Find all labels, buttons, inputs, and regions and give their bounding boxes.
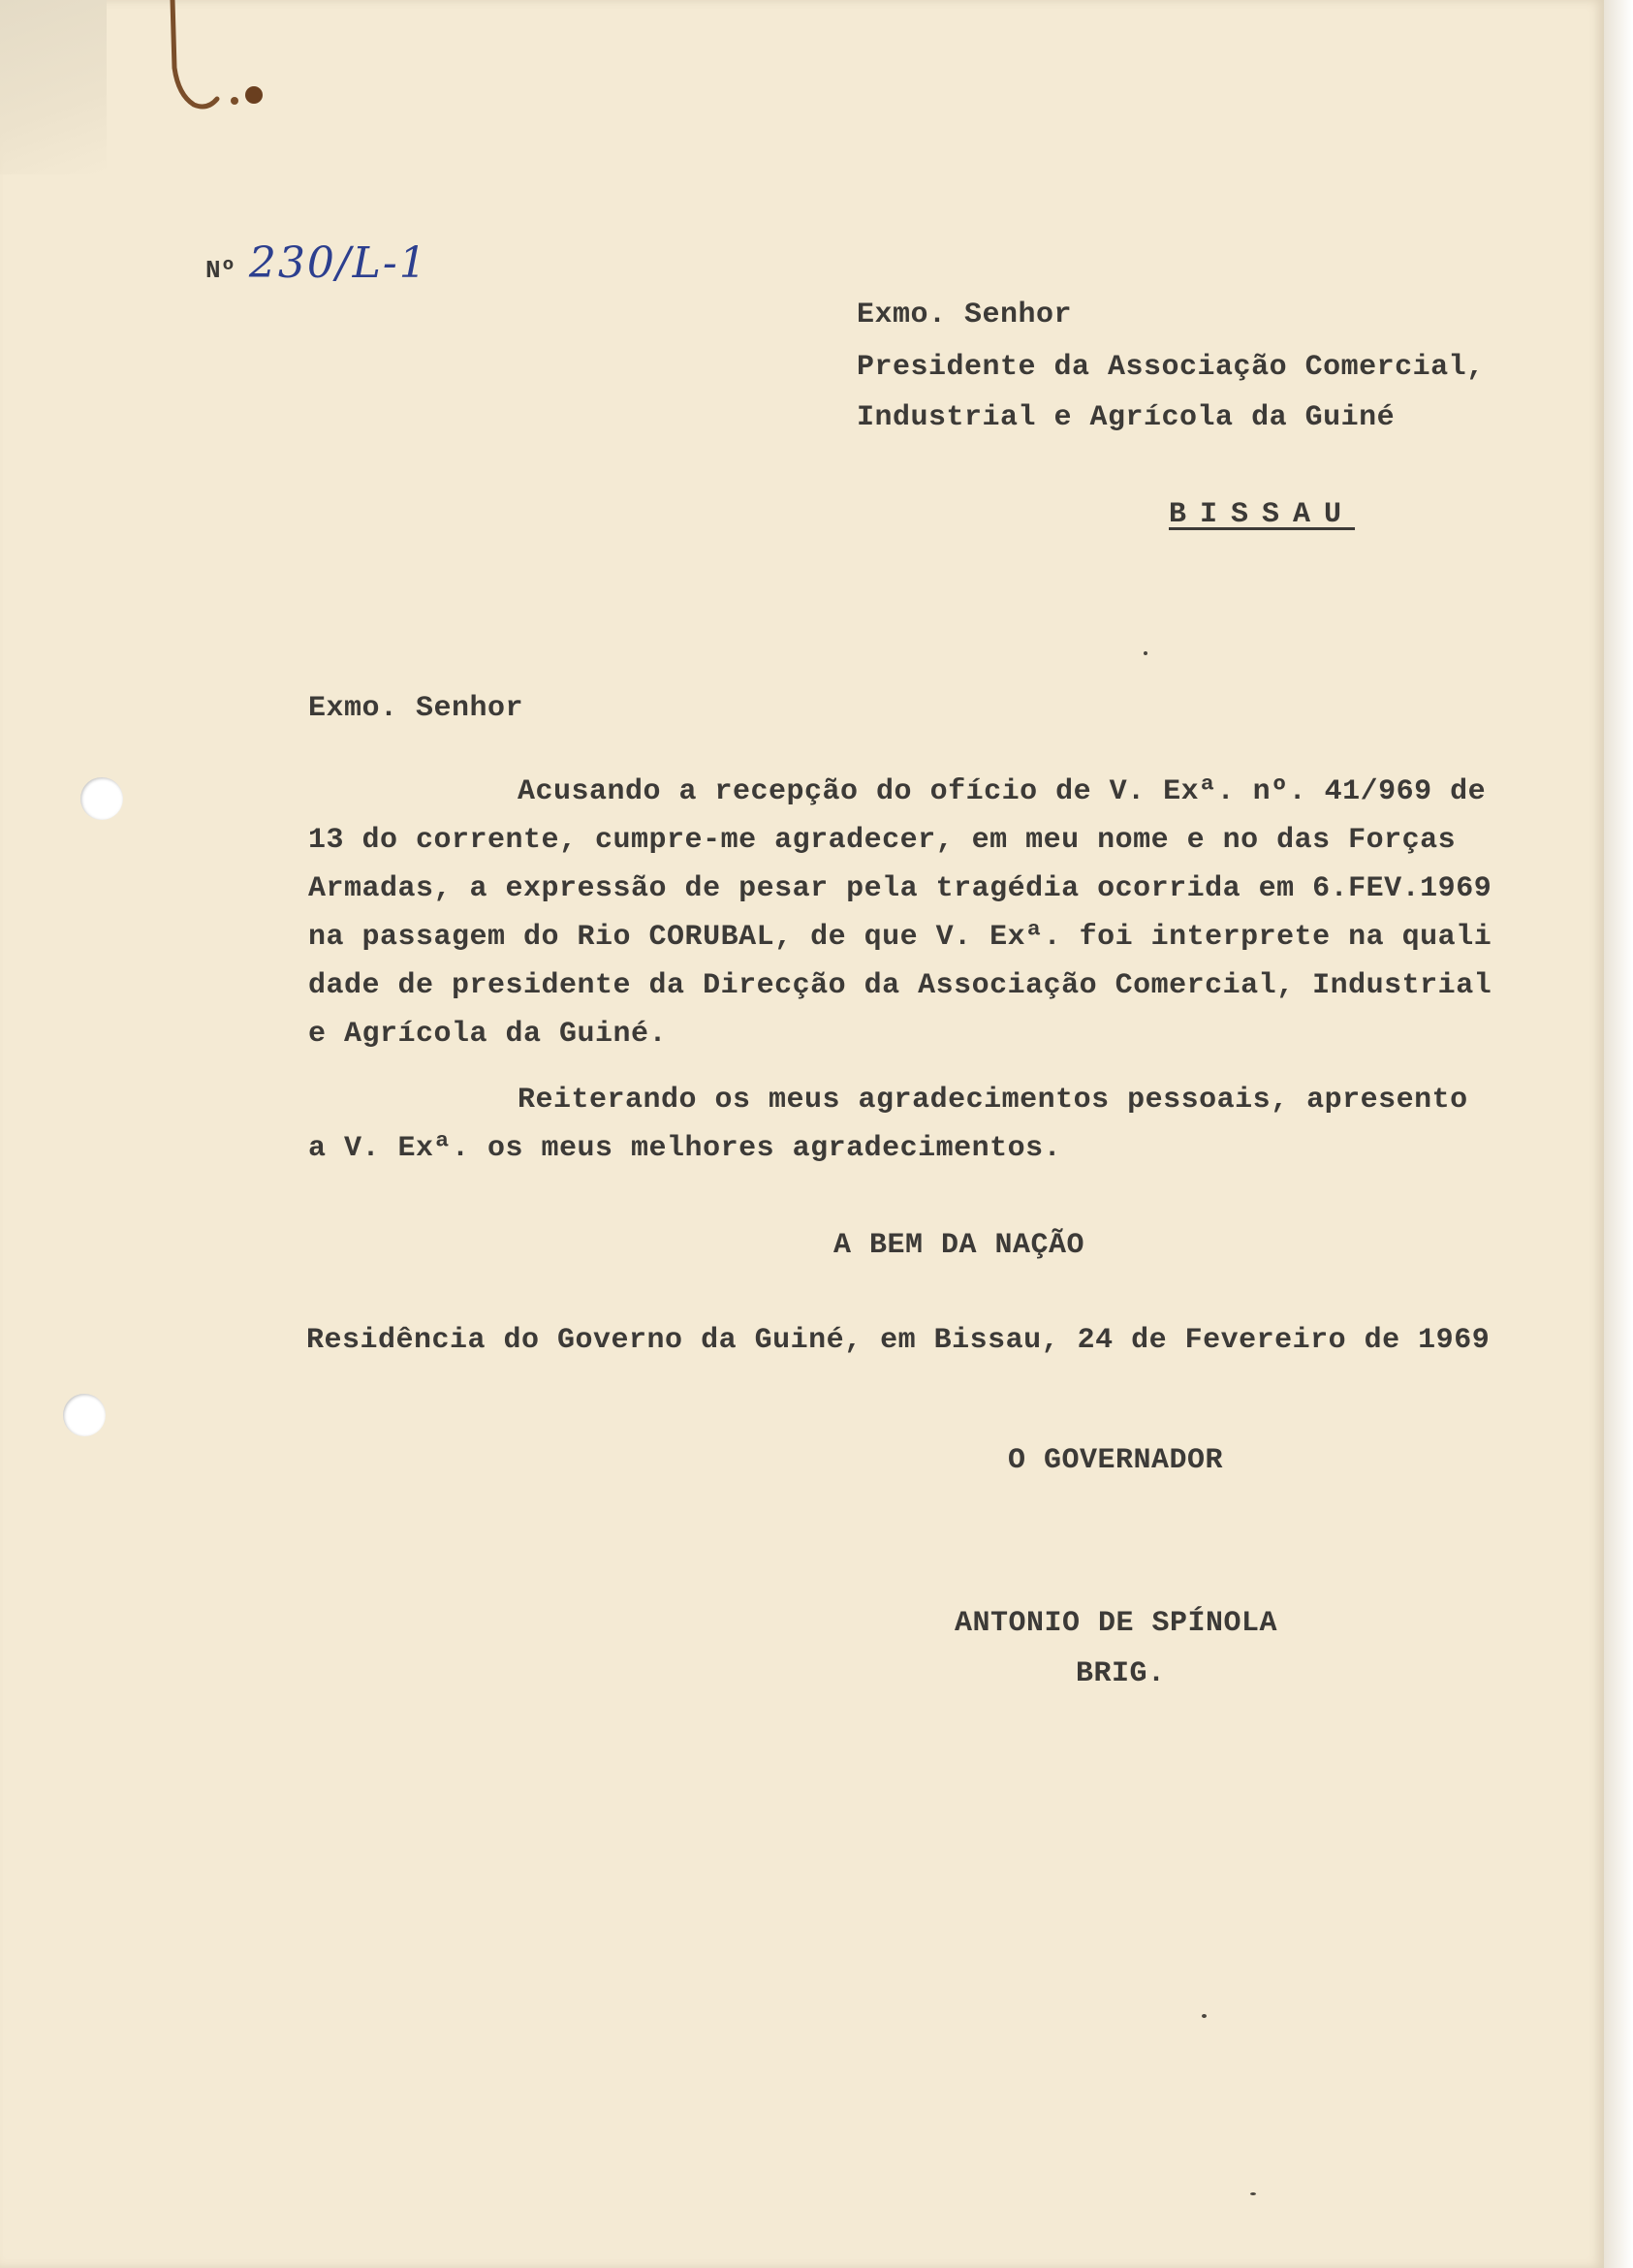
signer-name: ANTONIO DE SPÍNOLA xyxy=(955,1607,1278,1640)
body-paragraph-1-line: Acusando a recepção do ofício de V. Exª. nº. 41/969 de xyxy=(518,775,1487,808)
body-paragraph-1-line: Armadas, a expressão de pesar pela tragédia ocorrida em 6.FEV.1969 xyxy=(308,872,1492,905)
body-paragraph-2-line: Reiterando os meus agradecimentos pessoais, apresento xyxy=(518,1084,1468,1117)
addressee-title: Exmo. Senhor xyxy=(857,299,1073,331)
salutation: Exmo. Senhor xyxy=(308,692,524,725)
ink-stain-mark xyxy=(165,0,281,126)
closing-motto: A BEM DA NAÇÃO xyxy=(833,1229,1085,1262)
body-paragraph-1-line: 13 do corrente, cumpre-me agradecer, em meu nome e no das Forças xyxy=(308,824,1457,857)
addressee-organization: Industrial e Agrícola da Guiné xyxy=(857,401,1396,434)
paper-speck xyxy=(1202,2014,1207,2018)
punch-hole xyxy=(80,777,123,820)
body-paragraph-1-line: na passagem do Rio CORUBAL, de que V. Exª. foi interprete na quali xyxy=(308,921,1492,954)
signer-role: O GOVERNADOR xyxy=(1008,1444,1224,1477)
body-paragraph-2-line: a V. Exª. os meus melhores agradecimentos. xyxy=(308,1132,1062,1165)
page-corner-fold xyxy=(0,0,107,174)
place-and-date: Residência do Governo da Guiné, em Bissau, 24 de Fevereiro de 1969 xyxy=(306,1324,1491,1357)
paper-speck xyxy=(1250,2192,1256,2195)
addressee-position: Presidente da Associação Comercial, xyxy=(857,351,1485,384)
reference-number xyxy=(205,238,428,288)
reference-label: Nº xyxy=(205,256,236,285)
paper-speck xyxy=(1144,651,1147,655)
signer-rank: BRIG. xyxy=(1076,1657,1166,1690)
punch-hole xyxy=(63,1394,106,1436)
page-edge-background xyxy=(1604,0,1633,2268)
body-paragraph-1-line: e Agrícola da Guiné. xyxy=(308,1018,668,1051)
body-paragraph-1-line: dade de presidente da Direcção da Associação Comercial, Industrial xyxy=(308,969,1492,1002)
addressee-city: BISSAU xyxy=(1169,498,1356,531)
handwritten-reference: 230/L-1 xyxy=(248,238,428,288)
